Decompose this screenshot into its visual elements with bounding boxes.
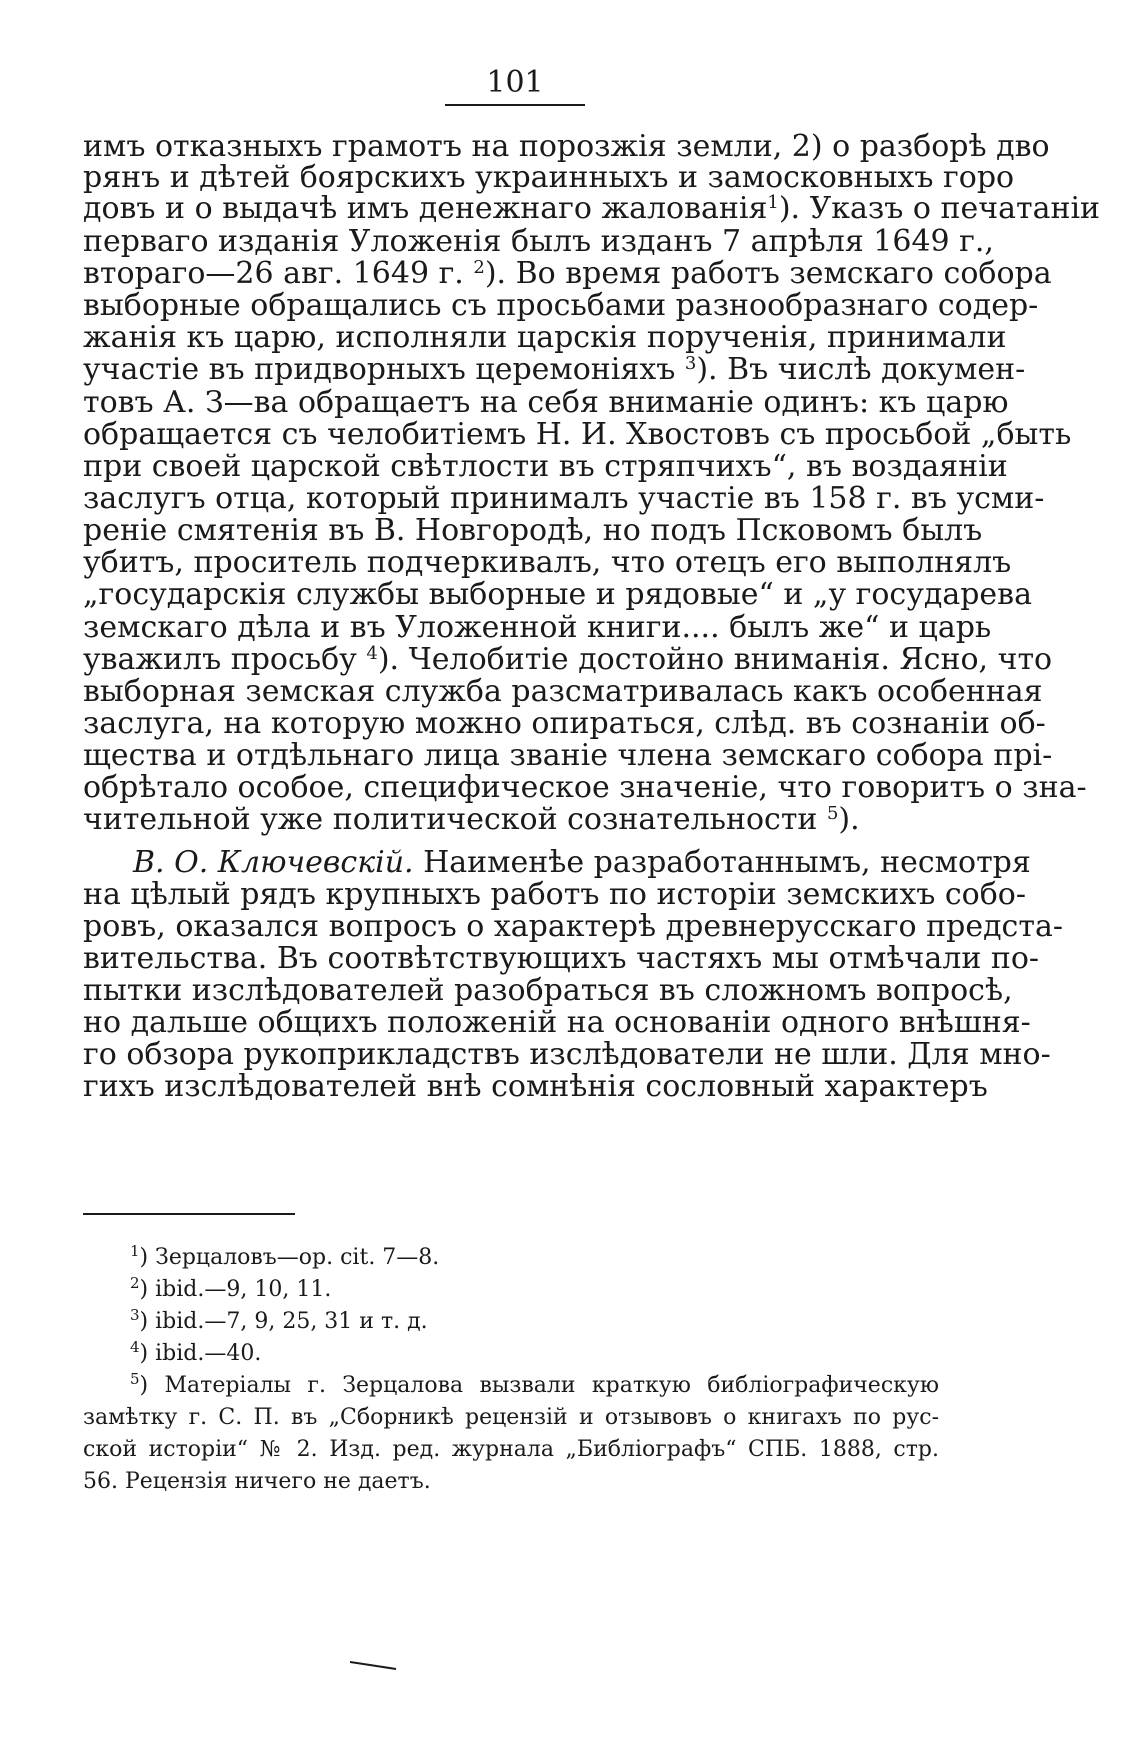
text-line: заслугъ отца, который принималъ участіе въ 158 г. въ усми- [83,481,1045,516]
footnote-continuation: ской исторіи“ № 2. Изд. ред. журнала „Библіографъ“ СПБ. 1888, стр. [83,1437,939,1462]
footnote-mark: 5 [130,1370,140,1388]
footnote-mark: 2 [130,1274,140,1292]
text-line: го обзора рукоприкладствъ изслѣдователи не шли. Для мно- [83,1037,1051,1072]
text-line: пытки изслѣдователей разобраться въ сложномъ вопросѣ, [83,973,1013,1008]
text-line: ровъ, оказался вопросъ о характерѣ древнерусскаго предста- [83,909,1063,944]
text-line: имъ отказныхъ грамотъ на порозжія земли, 2) о разборѣ дво [83,129,1050,164]
text-span: довъ и о выдачѣ имъ денежнаго жалованія [83,191,768,226]
text-span: Наименѣе разработаннымъ, несмотря [423,845,1031,880]
text-span: ). Челобитіе достойно вниманія. Ясно, что [377,642,1053,677]
text-line [83,642,1053,678]
footnote [130,1372,939,1400]
text-line: выборные обращались съ просьбами разнообразнаго содер- [83,288,1039,323]
text-line: „государскія службы выборные и рядовые“ и „у государева [83,577,1032,612]
text-line [83,191,1101,227]
text-line: обрѣтало особое, специфическое значеніе, что говоритъ о зна- [83,770,1087,805]
text-span: участіе въ придворныхъ церемоніяхъ [83,352,685,387]
footnote-ref[interactable]: 1 [767,192,779,213]
text-line [83,352,1026,388]
text-line: вительства. Въ соотвѣтствующихъ частяхъ мы отмѣчали по- [83,941,1040,976]
footnote-mark: 1 [130,1242,140,1260]
text-line: жанія къ царю, исполняли царскія порученія, принимали [83,320,1007,355]
footnote-continuation: 56. Рецензія ничего не даетъ. [83,1469,431,1494]
text-line [83,256,1052,292]
text-line: выборная земская служба разсматривалась какъ особенная [83,674,1043,709]
text-span: ). Указъ о печатаніи [778,191,1101,226]
footnote [130,1276,331,1304]
footnote-ref[interactable]: 5 [826,803,839,824]
footnote-continuation: замѣтку г. С. П. въ „Сборникѣ рецензій и отзывовъ о книгахъ по рус- [83,1405,939,1430]
scan-mark [350,1660,398,1670]
text-line: но дальше общихъ положеній на основаніи одного внѣшня- [83,1005,1031,1040]
text-line: товъ А. З—ва обращаетъ на себя вниманіе одинъ: къ царю [83,385,1009,420]
text-line: щества и отдѣльнаго лица званіе члена земскаго собора прі- [83,738,1053,773]
text-span: втораго—26 авг. 1649 г. [83,256,474,291]
text-line: гихъ изслѣдователей внѣ сомнѣнія сословный характеръ [83,1069,988,1104]
footnote-text: ) Матеріалы г. Зерцалова вызвали краткую библіографическую [139,1373,939,1398]
page-number: 101 [486,65,544,100]
text-line: перваго изданія Уложенія былъ изданъ 7 апрѣля 1649 г., [83,224,994,259]
footnote-ref[interactable]: 3 [684,353,697,374]
text-span: ). [838,802,860,837]
footnote-text: ) ibid.—40. [139,1341,262,1366]
footnote-rule [83,1213,295,1215]
footnote [130,1244,439,1272]
text-span: уважилъ просьбу [83,642,367,677]
footnote [130,1308,428,1336]
footnote [130,1340,261,1368]
footnote-mark: 3 [130,1306,140,1324]
footnote-ref[interactable]: 4 [366,643,378,664]
text-span: ). Въ числѣ докумен- [696,352,1026,387]
footnote-text: ) ibid.—9, 10, 11. [139,1277,332,1302]
text-span: чительной уже политической сознательности [83,802,827,837]
text-line: реніе смятенія въ В. Новгородѣ, но подъ Псковомъ былъ [83,513,983,548]
text-line: при своей царской свѣтлости въ стряпчихъ“, въ воздаяніи [83,449,1008,484]
page-number-rule [445,104,585,106]
text-line: рянъ и дѣтей боярскихъ украинныхъ и замосковныхъ горо [83,160,1015,195]
footnote-text: ) ibid.—7, 9, 25, 31 и т. д. [139,1309,428,1334]
text-line [133,845,1031,881]
text-line: на цѣлый рядъ крупныхъ работъ по исторіи земскихъ собо- [83,877,1026,912]
text-line: заслуга, на которую можно опираться, слѣд. въ сознаніи об- [83,706,1046,741]
footnote-ref[interactable]: 2 [473,257,485,278]
text-line: обращается съ челобитіемъ Н. И. Хвостовъ съ просьбой „быть [83,417,1072,452]
footnote-mark: 4 [130,1338,140,1356]
text-line: земскаго дѣла и въ Уложенной книги.... былъ же“ и царь [83,610,992,645]
text-line [83,802,939,838]
footnote-text: ) Зерцаловъ—op. cit. 7—8. [139,1245,440,1270]
text-line: убитъ, проситель подчеркивалъ, что отецъ его выполнялъ [83,545,1012,580]
text-span: ). Во время работъ земскаго собора [484,256,1052,291]
author-name: В. О. Ключевскій. [133,845,414,880]
